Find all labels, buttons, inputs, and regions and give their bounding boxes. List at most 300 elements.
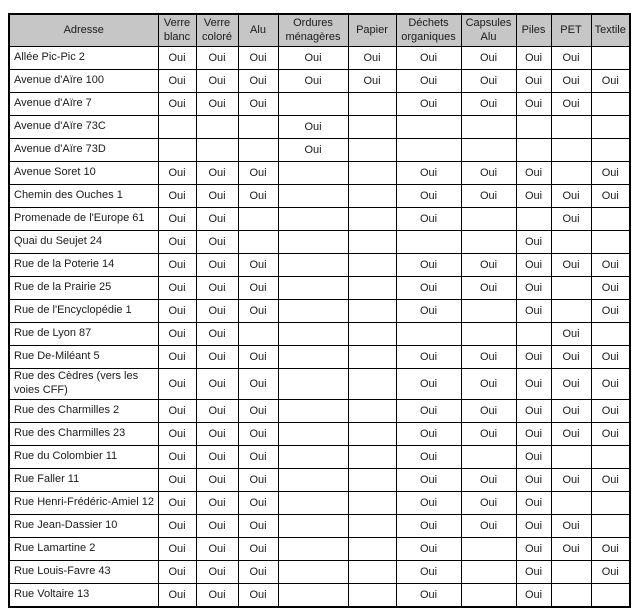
- cell-verre_blanc: Oui: [158, 254, 196, 277]
- address-cell: Rue de l'Encyclopédie 1: [9, 300, 158, 323]
- cell-capsules_alu: Oui: [461, 346, 516, 369]
- cell-alu: [238, 231, 278, 254]
- column-header-verre_blanc: Verre blanc: [158, 14, 196, 47]
- header-row: [9, 14, 630, 47]
- table-body: [9, 47, 630, 607]
- table-row: [9, 346, 630, 369]
- column-header-verre_colore: Verre coloré: [196, 14, 238, 47]
- column-header-papier: Papier: [348, 14, 396, 47]
- table-row: [9, 185, 630, 208]
- cell-textile: [591, 491, 630, 514]
- cell-textile: Oui: [591, 70, 630, 93]
- cell-piles: Oui: [516, 491, 551, 514]
- cell-verre_colore: Oui: [196, 369, 238, 400]
- table-row: [9, 277, 630, 300]
- cell-dechets_organiques: [396, 323, 461, 346]
- cell-dechets_organiques: Oui: [396, 254, 461, 277]
- cell-dechets_organiques: Oui: [396, 560, 461, 583]
- cell-pet: Oui: [551, 346, 591, 369]
- cell-ordures_menageres: [278, 185, 348, 208]
- address-cell: Chemin des Ouches 1: [9, 185, 158, 208]
- cell-capsules_alu: [461, 300, 516, 323]
- cell-verre_blanc: Oui: [158, 70, 196, 93]
- cell-pet: Oui: [551, 369, 591, 400]
- cell-textile: Oui: [591, 537, 630, 560]
- cell-papier: [348, 583, 396, 607]
- cell-capsules_alu: Oui: [461, 277, 516, 300]
- table-row: [9, 583, 630, 607]
- document-page: [8, 13, 630, 608]
- cell-piles: Oui: [516, 47, 551, 70]
- cell-dechets_organiques: Oui: [396, 468, 461, 491]
- cell-papier: [348, 185, 396, 208]
- cell-verre_colore: [196, 139, 238, 162]
- cell-alu: Oui: [238, 93, 278, 116]
- collection-points-table: [8, 13, 631, 608]
- cell-verre_colore: Oui: [196, 468, 238, 491]
- cell-pet: [551, 231, 591, 254]
- cell-textile: Oui: [591, 560, 630, 583]
- table-row: [9, 231, 630, 254]
- cell-textile: [591, 47, 630, 70]
- cell-verre_blanc: Oui: [158, 445, 196, 468]
- cell-piles: Oui: [516, 514, 551, 537]
- table-row: [9, 47, 630, 70]
- cell-piles: [516, 208, 551, 231]
- cell-textile: [591, 139, 630, 162]
- address-cell: Rue Jean-Dassier 10: [9, 514, 158, 537]
- cell-papier: [348, 514, 396, 537]
- cell-textile: [591, 93, 630, 116]
- cell-piles: [516, 116, 551, 139]
- cell-capsules_alu: Oui: [461, 70, 516, 93]
- cell-piles: Oui: [516, 422, 551, 445]
- cell-verre_blanc: Oui: [158, 93, 196, 116]
- cell-verre_colore: Oui: [196, 185, 238, 208]
- address-cell: Rue Faller 11: [9, 468, 158, 491]
- cell-papier: [348, 116, 396, 139]
- cell-verre_colore: Oui: [196, 47, 238, 70]
- cell-verre_colore: Oui: [196, 491, 238, 514]
- cell-capsules_alu: [461, 139, 516, 162]
- cell-alu: Oui: [238, 346, 278, 369]
- address-cell: Rue du Colombier 11: [9, 445, 158, 468]
- cell-ordures_menageres: [278, 422, 348, 445]
- cell-dechets_organiques: Oui: [396, 346, 461, 369]
- cell-alu: Oui: [238, 399, 278, 422]
- cell-dechets_organiques: Oui: [396, 162, 461, 185]
- cell-alu: Oui: [238, 491, 278, 514]
- cell-alu: Oui: [238, 514, 278, 537]
- table-row: [9, 537, 630, 560]
- cell-verre_blanc: Oui: [158, 185, 196, 208]
- cell-papier: Oui: [348, 70, 396, 93]
- cell-pet: Oui: [551, 185, 591, 208]
- table-row: [9, 116, 630, 139]
- cell-piles: Oui: [516, 560, 551, 583]
- cell-textile: [591, 208, 630, 231]
- cell-verre_blanc: Oui: [158, 491, 196, 514]
- column-header-piles: Piles: [516, 14, 551, 47]
- cell-piles: Oui: [516, 277, 551, 300]
- cell-textile: [591, 583, 630, 607]
- cell-capsules_alu: Oui: [461, 422, 516, 445]
- cell-verre_colore: Oui: [196, 254, 238, 277]
- cell-dechets_organiques: Oui: [396, 185, 461, 208]
- address-cell: Avenue d'Aïre 7: [9, 93, 158, 116]
- cell-dechets_organiques: Oui: [396, 422, 461, 445]
- cell-ordures_menageres: Oui: [278, 139, 348, 162]
- cell-verre_blanc: Oui: [158, 468, 196, 491]
- cell-piles: [516, 323, 551, 346]
- cell-capsules_alu: [461, 537, 516, 560]
- address-cell: Avenue d'Aïre 100: [9, 70, 158, 93]
- table-row: [9, 399, 630, 422]
- address-cell: Avenue d'Aïre 73C: [9, 116, 158, 139]
- cell-ordures_menageres: Oui: [278, 70, 348, 93]
- cell-piles: Oui: [516, 399, 551, 422]
- cell-capsules_alu: [461, 208, 516, 231]
- cell-capsules_alu: Oui: [461, 254, 516, 277]
- address-cell: Rue des Charmilles 2: [9, 399, 158, 422]
- cell-pet: Oui: [551, 93, 591, 116]
- cell-textile: [591, 116, 630, 139]
- cell-ordures_menageres: [278, 537, 348, 560]
- cell-capsules_alu: [461, 583, 516, 607]
- table-row: [9, 208, 630, 231]
- cell-textile: Oui: [591, 346, 630, 369]
- cell-verre_colore: Oui: [196, 537, 238, 560]
- cell-papier: [348, 300, 396, 323]
- address-cell: Rue de la Poterie 14: [9, 254, 158, 277]
- cell-verre_colore: Oui: [196, 399, 238, 422]
- cell-papier: [348, 162, 396, 185]
- cell-piles: Oui: [516, 185, 551, 208]
- table-header: [9, 14, 630, 47]
- cell-alu: Oui: [238, 300, 278, 323]
- cell-ordures_menageres: [278, 346, 348, 369]
- cell-verre_colore: Oui: [196, 162, 238, 185]
- cell-piles: Oui: [516, 369, 551, 400]
- table-row: [9, 162, 630, 185]
- column-header-textile: Textile: [591, 14, 630, 47]
- cell-piles: Oui: [516, 445, 551, 468]
- cell-capsules_alu: [461, 323, 516, 346]
- cell-verre_blanc: Oui: [158, 583, 196, 607]
- cell-verre_blanc: Oui: [158, 537, 196, 560]
- cell-verre_blanc: Oui: [158, 560, 196, 583]
- address-cell: Quai du Seujet 24: [9, 231, 158, 254]
- cell-piles: [516, 139, 551, 162]
- cell-dechets_organiques: Oui: [396, 514, 461, 537]
- cell-pet: [551, 560, 591, 583]
- cell-pet: Oui: [551, 422, 591, 445]
- cell-verre_colore: Oui: [196, 583, 238, 607]
- address-cell: Rue de la Prairie 25: [9, 277, 158, 300]
- column-header-dechets_organiques: Déchets organiques: [396, 14, 461, 47]
- cell-piles: Oui: [516, 346, 551, 369]
- cell-verre_blanc: Oui: [158, 399, 196, 422]
- cell-textile: [591, 445, 630, 468]
- cell-capsules_alu: Oui: [461, 162, 516, 185]
- cell-alu: Oui: [238, 277, 278, 300]
- cell-ordures_menageres: [278, 277, 348, 300]
- cell-textile: [591, 323, 630, 346]
- cell-capsules_alu: [461, 560, 516, 583]
- cell-dechets_organiques: [396, 139, 461, 162]
- cell-pet: Oui: [551, 537, 591, 560]
- cell-verre_blanc: Oui: [158, 162, 196, 185]
- column-header-capsules_alu: Capsules Alu: [461, 14, 516, 47]
- cell-ordures_menageres: [278, 208, 348, 231]
- cell-verre_blanc: Oui: [158, 422, 196, 445]
- cell-pet: Oui: [551, 254, 591, 277]
- cell-textile: [591, 231, 630, 254]
- cell-pet: Oui: [551, 47, 591, 70]
- cell-pet: [551, 162, 591, 185]
- address-cell: Avenue Soret 10: [9, 162, 158, 185]
- cell-dechets_organiques: [396, 231, 461, 254]
- cell-dechets_organiques: Oui: [396, 47, 461, 70]
- cell-alu: Oui: [238, 422, 278, 445]
- cell-papier: [348, 399, 396, 422]
- cell-papier: [348, 93, 396, 116]
- cell-verre_colore: Oui: [196, 422, 238, 445]
- cell-dechets_organiques: [396, 116, 461, 139]
- cell-capsules_alu: Oui: [461, 468, 516, 491]
- cell-dechets_organiques: Oui: [396, 445, 461, 468]
- cell-papier: [348, 139, 396, 162]
- cell-papier: [348, 208, 396, 231]
- cell-alu: [238, 323, 278, 346]
- table-row: [9, 422, 630, 445]
- cell-pet: [551, 445, 591, 468]
- cell-pet: Oui: [551, 514, 591, 537]
- cell-verre_blanc: Oui: [158, 369, 196, 400]
- cell-alu: Oui: [238, 468, 278, 491]
- cell-alu: Oui: [238, 583, 278, 607]
- cell-capsules_alu: Oui: [461, 185, 516, 208]
- address-cell: Allée Pic-Pic 2: [9, 47, 158, 70]
- cell-capsules_alu: Oui: [461, 93, 516, 116]
- cell-textile: Oui: [591, 468, 630, 491]
- cell-dechets_organiques: Oui: [396, 208, 461, 231]
- cell-verre_colore: Oui: [196, 231, 238, 254]
- cell-ordures_menageres: [278, 254, 348, 277]
- cell-papier: [348, 231, 396, 254]
- cell-dechets_organiques: Oui: [396, 537, 461, 560]
- cell-papier: [348, 537, 396, 560]
- cell-verre_colore: Oui: [196, 93, 238, 116]
- cell-verre_blanc: [158, 139, 196, 162]
- address-cell: Rue Louis-Favre 43: [9, 560, 158, 583]
- cell-verre_blanc: Oui: [158, 346, 196, 369]
- cell-alu: [238, 139, 278, 162]
- table-row: [9, 491, 630, 514]
- cell-piles: Oui: [516, 583, 551, 607]
- address-cell: Rue des Cèdres (vers les voies CFF): [9, 369, 158, 400]
- cell-verre_blanc: Oui: [158, 208, 196, 231]
- table-row: [9, 468, 630, 491]
- cell-papier: [348, 323, 396, 346]
- cell-ordures_menageres: Oui: [278, 116, 348, 139]
- cell-dechets_organiques: Oui: [396, 399, 461, 422]
- cell-capsules_alu: Oui: [461, 514, 516, 537]
- cell-dechets_organiques: Oui: [396, 277, 461, 300]
- cell-capsules_alu: [461, 116, 516, 139]
- table-row: [9, 514, 630, 537]
- cell-textile: Oui: [591, 369, 630, 400]
- address-cell: Rue des Charmilles 23: [9, 422, 158, 445]
- cell-verre_colore: Oui: [196, 445, 238, 468]
- table-row: [9, 445, 630, 468]
- cell-piles: Oui: [516, 468, 551, 491]
- column-header-alu: Alu: [238, 14, 278, 47]
- cell-verre_colore: Oui: [196, 70, 238, 93]
- cell-pet: [551, 139, 591, 162]
- column-header-pet: PET: [551, 14, 591, 47]
- cell-pet: [551, 116, 591, 139]
- cell-ordures_menageres: [278, 369, 348, 400]
- cell-pet: Oui: [551, 323, 591, 346]
- cell-capsules_alu: Oui: [461, 47, 516, 70]
- address-cell: Avenue d'Aïre 73D: [9, 139, 158, 162]
- cell-pet: Oui: [551, 70, 591, 93]
- address-cell: Promenade de l'Europe 61: [9, 208, 158, 231]
- address-cell: Rue Henri-Frédéric-Amiel 12: [9, 491, 158, 514]
- cell-papier: [348, 422, 396, 445]
- cell-ordures_menageres: [278, 583, 348, 607]
- cell-verre_blanc: Oui: [158, 323, 196, 346]
- cell-ordures_menageres: [278, 323, 348, 346]
- cell-verre_colore: Oui: [196, 277, 238, 300]
- cell-capsules_alu: Oui: [461, 369, 516, 400]
- cell-papier: [348, 254, 396, 277]
- table-row: [9, 93, 630, 116]
- cell-textile: Oui: [591, 277, 630, 300]
- cell-textile: Oui: [591, 185, 630, 208]
- cell-dechets_organiques: Oui: [396, 491, 461, 514]
- cell-ordures_menageres: [278, 399, 348, 422]
- cell-verre_blanc: Oui: [158, 47, 196, 70]
- cell-capsules_alu: Oui: [461, 491, 516, 514]
- cell-textile: Oui: [591, 422, 630, 445]
- cell-alu: Oui: [238, 47, 278, 70]
- cell-piles: Oui: [516, 300, 551, 323]
- cell-piles: Oui: [516, 70, 551, 93]
- address-cell: Rue Voltaire 13: [9, 583, 158, 607]
- cell-ordures_menageres: [278, 300, 348, 323]
- cell-textile: Oui: [591, 399, 630, 422]
- cell-alu: Oui: [238, 445, 278, 468]
- cell-verre_colore: Oui: [196, 346, 238, 369]
- cell-pet: [551, 583, 591, 607]
- column-header-ordures_menageres: Ordures ménagères: [278, 14, 348, 47]
- cell-pet: Oui: [551, 399, 591, 422]
- table-row: [9, 323, 630, 346]
- cell-verre_blanc: Oui: [158, 300, 196, 323]
- cell-verre_colore: Oui: [196, 560, 238, 583]
- table-row: [9, 369, 630, 400]
- cell-verre_blanc: Oui: [158, 514, 196, 537]
- cell-ordures_menageres: Oui: [278, 47, 348, 70]
- cell-papier: [348, 346, 396, 369]
- cell-dechets_organiques: Oui: [396, 300, 461, 323]
- cell-ordures_menageres: [278, 468, 348, 491]
- cell-pet: [551, 277, 591, 300]
- cell-pet: [551, 300, 591, 323]
- cell-ordures_menageres: [278, 231, 348, 254]
- cell-ordures_menageres: [278, 514, 348, 537]
- cell-alu: Oui: [238, 185, 278, 208]
- cell-alu: Oui: [238, 537, 278, 560]
- cell-alu: Oui: [238, 70, 278, 93]
- cell-alu: [238, 116, 278, 139]
- cell-verre_colore: Oui: [196, 208, 238, 231]
- cell-ordures_menageres: [278, 93, 348, 116]
- address-cell: Rue de Lyon 87: [9, 323, 158, 346]
- cell-papier: [348, 445, 396, 468]
- table-row: [9, 254, 630, 277]
- cell-piles: Oui: [516, 254, 551, 277]
- column-header-adresse: Adresse: [9, 14, 158, 47]
- address-cell: Rue De-Miléant 5: [9, 346, 158, 369]
- cell-capsules_alu: [461, 231, 516, 254]
- cell-verre_colore: [196, 116, 238, 139]
- cell-ordures_menageres: [278, 560, 348, 583]
- table-row: [9, 139, 630, 162]
- table-row: [9, 300, 630, 323]
- cell-capsules_alu: [461, 445, 516, 468]
- cell-dechets_organiques: Oui: [396, 583, 461, 607]
- cell-dechets_organiques: Oui: [396, 369, 461, 400]
- cell-piles: Oui: [516, 162, 551, 185]
- cell-ordures_menageres: [278, 162, 348, 185]
- cell-verre_colore: Oui: [196, 300, 238, 323]
- cell-ordures_menageres: [278, 445, 348, 468]
- cell-capsules_alu: Oui: [461, 399, 516, 422]
- cell-verre_colore: Oui: [196, 514, 238, 537]
- cell-alu: Oui: [238, 254, 278, 277]
- cell-papier: [348, 491, 396, 514]
- table-row: [9, 560, 630, 583]
- cell-alu: [238, 208, 278, 231]
- cell-piles: Oui: [516, 93, 551, 116]
- cell-alu: Oui: [238, 369, 278, 400]
- cell-ordures_menageres: [278, 491, 348, 514]
- cell-textile: Oui: [591, 300, 630, 323]
- cell-papier: [348, 468, 396, 491]
- cell-verre_blanc: Oui: [158, 277, 196, 300]
- cell-pet: Oui: [551, 208, 591, 231]
- cell-papier: Oui: [348, 47, 396, 70]
- cell-pet: Oui: [551, 468, 591, 491]
- cell-piles: Oui: [516, 537, 551, 560]
- cell-pet: [551, 491, 591, 514]
- cell-alu: Oui: [238, 162, 278, 185]
- cell-textile: Oui: [591, 162, 630, 185]
- cell-verre_colore: Oui: [196, 323, 238, 346]
- cell-papier: [348, 369, 396, 400]
- address-cell: Rue Lamartine 2: [9, 537, 158, 560]
- cell-piles: Oui: [516, 231, 551, 254]
- cell-papier: [348, 560, 396, 583]
- cell-dechets_organiques: Oui: [396, 70, 461, 93]
- cell-alu: Oui: [238, 560, 278, 583]
- cell-textile: [591, 514, 630, 537]
- cell-dechets_organiques: Oui: [396, 93, 461, 116]
- cell-papier: [348, 277, 396, 300]
